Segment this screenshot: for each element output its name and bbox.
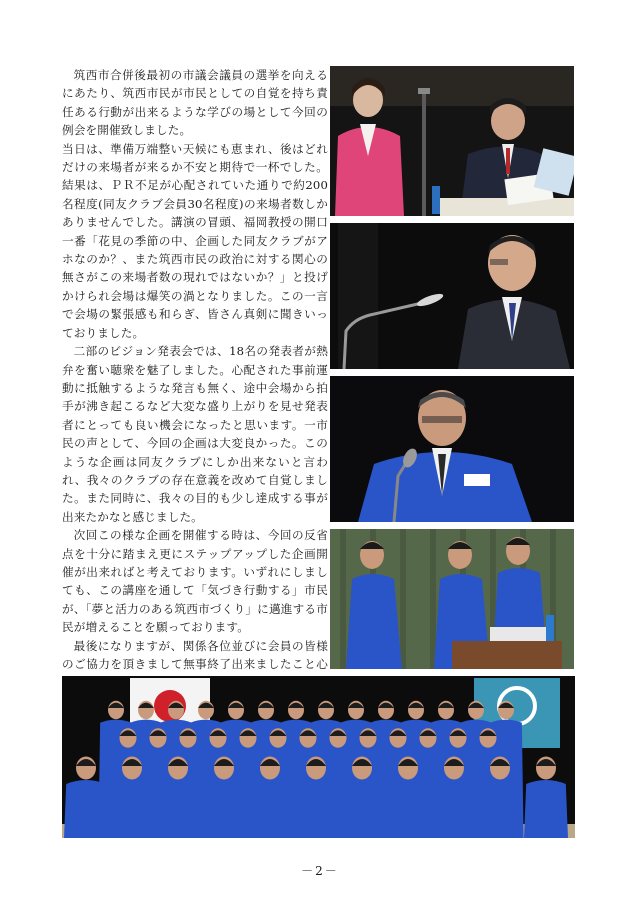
paragraph-vision-presentation: 二部のビジョン発表会では、18名の発表者が熱弁を奮い聴衆を魅了しました。心配された事前運動に抵触するような発言も無く、途中会場から拍手が沸き起こるなど大変な盛り上がりを見せ発表者にとっても良い機会になったと思います。一市民の声として、今回の企画は大変良かった。このような企画は同友クラブにしか出来ないと言われ、我々のクラブの存在意義を改めて自覚しました。また同時に、我々の目的も少し達成する事が出来たかなと感じました。 — [62, 344, 328, 524]
paragraph-closing: 最後になりますが、関係各位並びに会員の皆様のご協力を頂きまして無事終了出来ましたこと心 — [62, 638, 328, 671]
photo-presenters-on-stage — [330, 529, 574, 669]
photo-reception-desk — [330, 66, 574, 216]
photo-lecturer-speaking — [330, 223, 574, 369]
article-body — [62, 66, 328, 710]
photo-presenter-blue-jacket — [330, 376, 574, 522]
paragraph-event-day: 当日は、準備万端整い天候にも恵まれ、後はどれだけの来場者が来るか不安と期待で一杯でした。結果は、ＰＲ不足が心配されていた通りで約200名程度(同友クラブ会員30名程度)の来場者数しかありませんでした。講演の冒頭、福岡教授の開口一番「花見の季節の中、企画した同友クラブがアホなのか？、また筑西市民の政治に対する関心の無さがこの来場者数の現れではないか？」と投げかけられ会場は爆笑の渦となりました。この一言で会場の緊張感も和らぎ、皆さん真剣に聞きいっておりました。 — [62, 141, 328, 340]
paragraph-next-time: 次回この様な企画を開催する時は、今回の反省点を十分に踏まえ更にステップアップした企画開催が出来ればと考えております。いずれにしましても、この講座を通して「気づき行動する」市民が、「夢と活力のある筑西市づくり」に邁進する市民が増えることを願っております。 — [62, 528, 328, 635]
page-number: －2－ — [301, 864, 339, 878]
photo-group-members — [62, 676, 575, 838]
paragraph-intro: 筑西市合併後最初の市議会議員の選挙を向えるにあたり、筑西市民が市民としての自覚を持ち責任ある行動が出来るような学びの場として今回の例会を開催致しました。 — [62, 68, 328, 138]
